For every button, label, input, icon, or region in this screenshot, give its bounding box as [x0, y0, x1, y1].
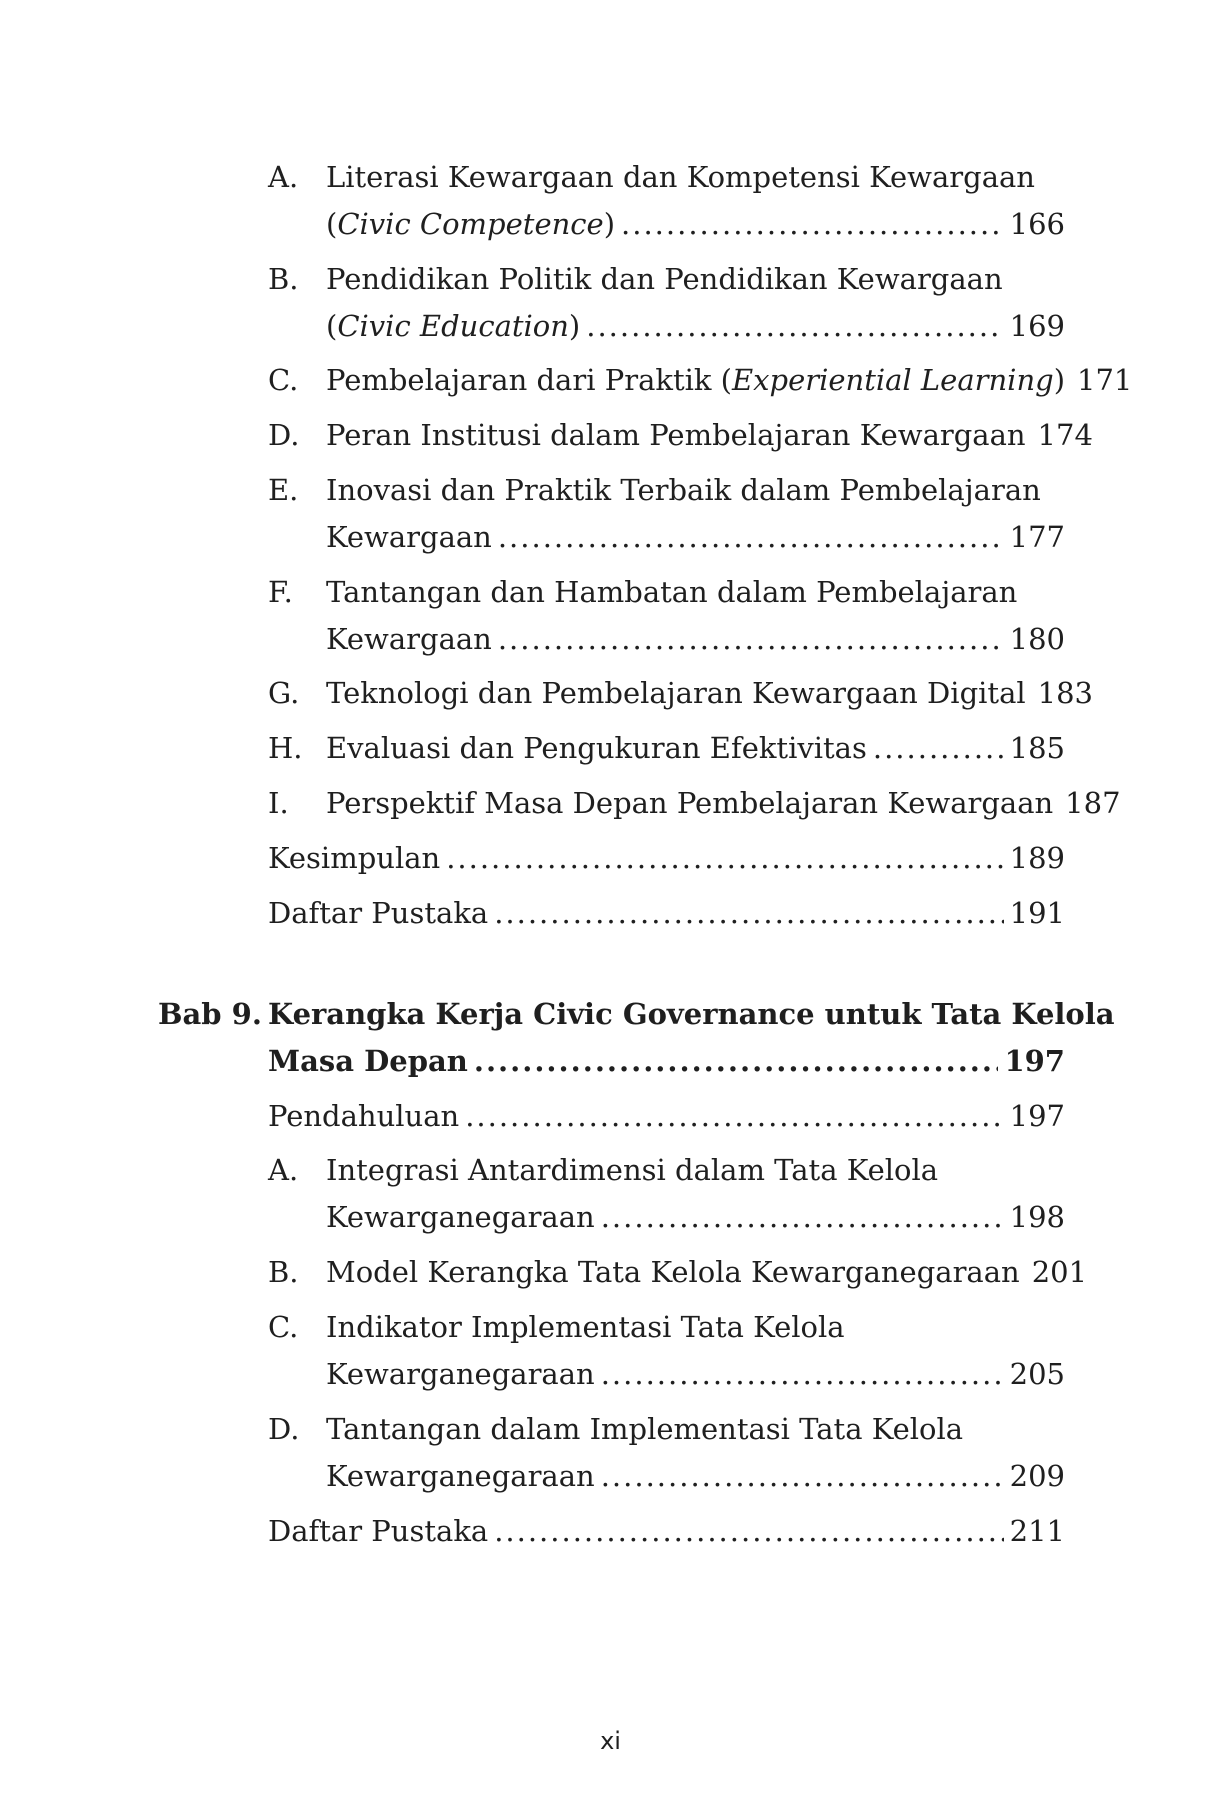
page-number-footer: xi — [600, 1727, 621, 1755]
toc-letter: G. — [268, 676, 300, 710]
toc-entry — [326, 1197, 1065, 1237]
toc-title: Kewarganegaraan — [326, 1200, 595, 1234]
toc-title: Model Kerangka Tata Kelola Kewarganegaraan — [326, 1255, 1020, 1289]
toc-letter: B. — [268, 1255, 299, 1289]
toc-entry — [326, 517, 1065, 557]
toc-title: Teknologi dan Pembelajaran Kewargaan Digital — [326, 676, 1026, 710]
leader-dots — [465, 1096, 1003, 1136]
toc-title: Perspektif Masa Depan Pembelajaran Kewargaan — [326, 786, 1054, 820]
leader-dots — [494, 893, 1003, 933]
toc-entry — [326, 204, 1065, 244]
toc-title: Kewargaan — [326, 520, 492, 554]
toc-page-number: 174 — [1037, 418, 1093, 452]
toc-title: (Civic Competence) — [326, 207, 616, 241]
toc-page-number: 177 — [1009, 520, 1065, 554]
leader-dots — [474, 1041, 999, 1081]
toc-title-line: Tantangan dan Hambatan dalam Pembelajaran — [326, 575, 1018, 609]
toc-title-line: Literasi Kewargaan dan Kompetensi Kewargaan — [326, 160, 1035, 194]
leader-dots — [498, 517, 1004, 557]
toc-page-number: 166 — [1009, 207, 1065, 241]
toc-page-number: 187 — [1065, 786, 1121, 820]
toc-entry — [268, 838, 1065, 878]
toc-entry — [326, 1354, 1065, 1394]
toc-title: Kewarganegaraan — [326, 1459, 595, 1493]
toc-title-line: Integrasi Antardimensi dalam Tata Kelola — [326, 1153, 939, 1187]
toc-entry — [268, 1096, 1065, 1136]
toc-title: Peran Institusi dalam Pembelajaran Kewargaan — [326, 418, 1026, 452]
toc-title: Daftar Pustaka — [268, 1514, 489, 1548]
toc-letter: H. — [268, 731, 303, 765]
toc-title: (Civic Education) — [326, 309, 581, 343]
toc-letter: D. — [268, 1412, 300, 1446]
toc-letter: C. — [268, 1310, 299, 1344]
toc-entry — [326, 415, 1093, 455]
toc-title: Kewargaan — [326, 622, 492, 656]
leader-dots — [498, 619, 1004, 659]
toc-page-number: 209 — [1009, 1459, 1065, 1493]
toc-letter: I. — [268, 786, 289, 820]
toc-title-line: Inovasi dan Praktik Terbaik dalam Pembelajaran — [326, 473, 1041, 507]
toc-title-line: Tantangan dalam Implementasi Tata Kelola — [326, 1412, 964, 1446]
toc-entry — [326, 728, 1065, 768]
chapter-label: Bab 9. — [158, 997, 262, 1031]
toc-entry — [268, 893, 1065, 933]
chapter-title: Masa Depan — [268, 1044, 468, 1078]
toc-page-number: 198 — [1009, 1200, 1065, 1234]
toc-entry — [326, 306, 1065, 346]
toc-letter: A. — [268, 160, 299, 194]
toc-entry — [326, 360, 1133, 400]
chapter-entry — [268, 1041, 1065, 1081]
toc-page-number: 201 — [1031, 1255, 1088, 1289]
toc-letter: F. — [268, 575, 293, 609]
leader-dots — [446, 838, 1003, 878]
leader-dots — [601, 1456, 1004, 1496]
toc-page-number: 205 — [1009, 1357, 1065, 1391]
toc-page-number: 171 — [1077, 363, 1133, 397]
toc-entry — [326, 619, 1065, 659]
leader-dots — [494, 1511, 1003, 1551]
toc-entry — [268, 1511, 1065, 1551]
toc-title: Evaluasi dan Pengukuran Efektivitas — [326, 731, 867, 765]
toc-page-number: 185 — [1009, 731, 1065, 765]
chapter-title-line: Kerangka Kerja Civic Governance untuk Tata Kelola — [268, 997, 1115, 1031]
toc-title: Pembelajaran dari Praktik (Experiential Learning) — [326, 363, 1066, 397]
toc-letter: B. — [268, 262, 299, 296]
toc-title: Daftar Pustaka — [268, 896, 489, 930]
toc-page-number: 191 — [1009, 896, 1065, 930]
toc-entry — [326, 783, 1121, 823]
toc-page-number: 180 — [1009, 622, 1065, 656]
toc-title-line: Indikator Implementasi Tata Kelola — [326, 1310, 845, 1344]
toc-entry — [326, 1252, 1088, 1292]
toc-page-number: 183 — [1037, 676, 1093, 710]
leader-dots — [586, 306, 1003, 346]
toc-title: Pendahuluan — [268, 1099, 460, 1133]
toc-title-line: Pendidikan Politik dan Pendidikan Kewargaan — [326, 262, 1003, 296]
toc-letter: C. — [268, 363, 299, 397]
toc-letter: D. — [268, 418, 300, 452]
toc-page-number: 189 — [1009, 841, 1065, 875]
toc-page-number: 211 — [1009, 1514, 1065, 1548]
toc-page-number: 197 — [1009, 1099, 1065, 1133]
toc-title: Kesimpulan — [268, 841, 441, 875]
toc-letter: A. — [268, 1153, 299, 1187]
leader-dots — [601, 1354, 1004, 1394]
leader-dots — [621, 204, 1004, 244]
toc-entry — [326, 1456, 1065, 1496]
toc-page-number: 197 — [1004, 1044, 1065, 1078]
toc-entry — [326, 673, 1093, 713]
toc-letter: E. — [268, 473, 299, 507]
toc-page-number: 169 — [1009, 309, 1065, 343]
toc-title: Kewarganegaraan — [326, 1357, 595, 1391]
leader-dots — [873, 728, 1004, 768]
leader-dots — [601, 1197, 1004, 1237]
